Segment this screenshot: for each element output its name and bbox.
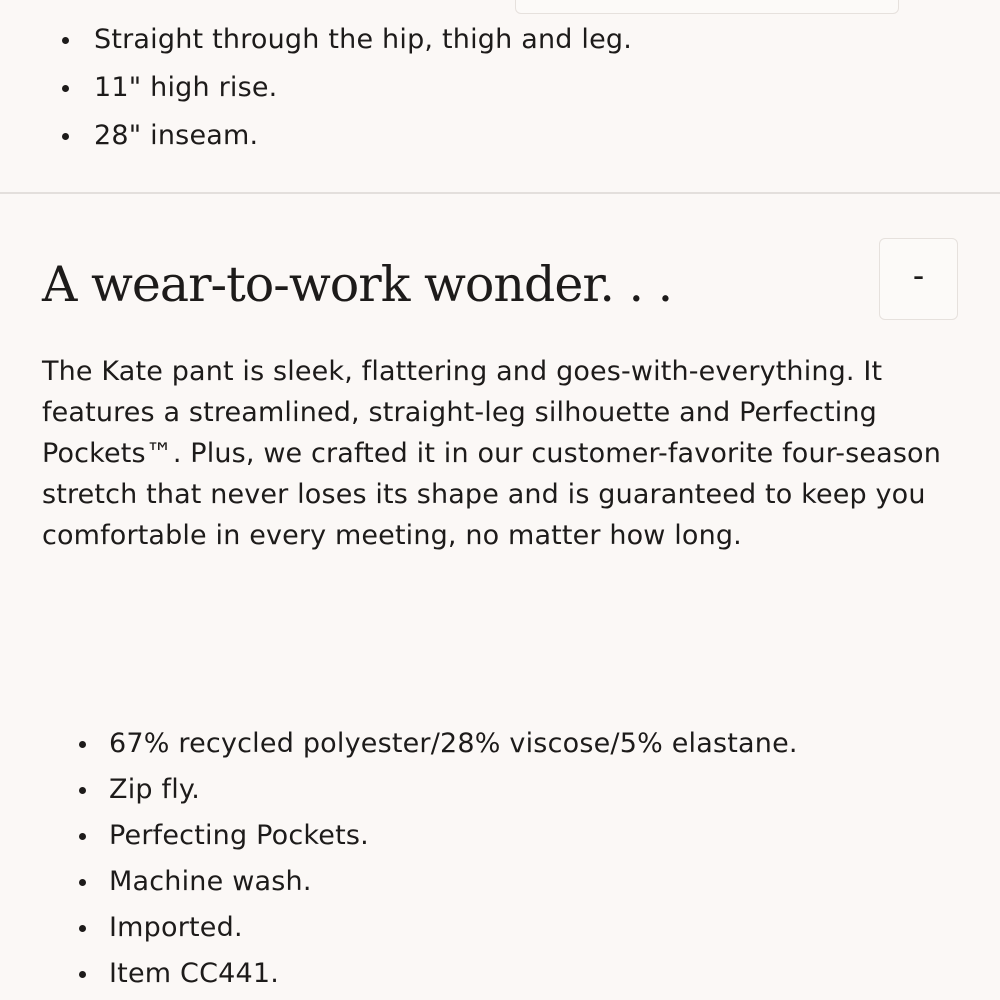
product-details-list [78,721,798,997]
product-detail-text: Machine wash. [109,866,312,897]
fit-detail-text: 11" high rise. [94,72,278,103]
product-detail-text: 67% recycled polyester/28% viscose/5% elastane. [109,728,798,759]
section-title: A wear-to-work wonder. . . [42,256,673,313]
list-item [78,767,798,813]
bullet-icon [79,879,86,886]
list-item [78,905,798,951]
fit-details-list [60,18,632,162]
list-item [78,813,798,859]
product-detail-text: Zip fly. [109,774,201,805]
list-item [60,18,632,66]
collapse-toggle-button[interactable] [879,238,958,320]
bullet-icon [79,741,86,748]
fit-detail-text: Straight through the hip, thigh and leg. [94,24,633,55]
bullet-icon [79,833,86,840]
list-item [60,66,632,114]
list-item [78,951,798,997]
product-detail-text: Perfecting Pockets. [109,820,369,851]
section-divider [0,192,1000,194]
bullet-icon [62,37,69,44]
list-item [78,721,798,767]
fit-detail-text: 28" inseam. [94,120,259,151]
list-item [78,859,798,905]
list-item [60,114,632,162]
bullet-icon [79,925,86,932]
bullet-icon [79,787,86,794]
bullet-icon [62,133,69,140]
top-action-button[interactable] [515,0,899,14]
bullet-icon [79,971,86,978]
product-description: The Kate pant is sleek, flattering and goes-with-everything. It features a streamlined, straight-leg silhouette and Perfecting Pockets™. Plus, we crafted it in our customer-favorite four-season stretch that never loses its shape and is guaranteed to keep you comfortable in every meeting, no matter how long. [42,356,941,551]
bullet-icon [62,85,69,92]
product-detail-text: Imported. [109,912,243,943]
minus-icon: - [912,256,925,295]
product-detail-text: Item CC441. [109,958,280,989]
